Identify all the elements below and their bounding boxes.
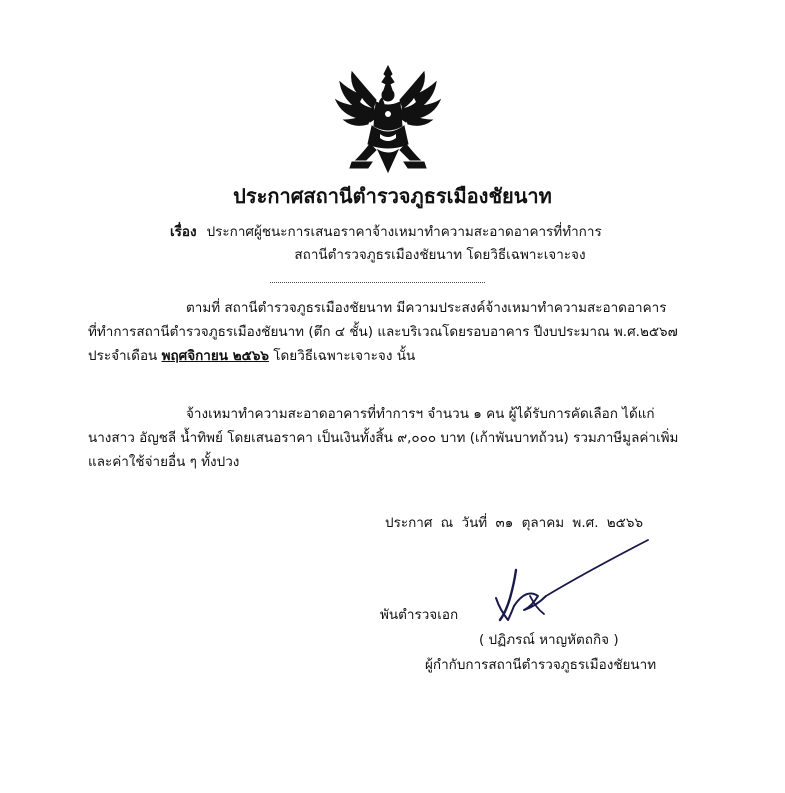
paragraph-1-line-3-suffix: โดยวิธีเฉพาะเจาะจง นั้น xyxy=(273,348,416,364)
paragraph-1-line-2: ที่ทำการสถานีตำรวจภูธรเมืองชัยนาท (ตึก ๔ ชั้น) และบริเวณโดยรอบอาคาร ปีงบประมาณ พ.ศ.๒๕๖๗ xyxy=(88,324,678,340)
subject-line-1: ประกาศผู้ชนะการเสนอราคาจ้างเหมาทำความสะอาดอาคารที่ทำการ xyxy=(206,224,602,240)
dotted-divider xyxy=(270,282,485,283)
paragraph-1-line-1: ตามที่ สถานีตำรวจภูธรเมืองชัยนาท มีความประสงค์จ้างเหมาทำความสะอาดอาคาร xyxy=(186,300,667,316)
paragraph-2 xyxy=(88,402,700,474)
garuda-emblem-icon xyxy=(332,64,444,174)
paragraph-1 xyxy=(88,296,700,368)
signatory-name: ( ปฏิภรณ์ หาญหัตถกิจ ) xyxy=(479,632,619,648)
handwritten-signature xyxy=(486,536,656,636)
highlighted-month: พฤศจิกายน ๒๕๖๖ xyxy=(161,348,269,364)
paragraph-2-line-2: นางสาว อัญชลี น้ำทิพย์ โดยเสนอราคา เป็นเงินทั้งสิ้น ๙,๐๐๐ บาท (เก้าพันบาทถ้วน) รวมภาษีมูลค่าเพิ่ม xyxy=(88,430,679,446)
paragraph-1-line-3-prefix: ประจำเดือน xyxy=(88,348,158,364)
signatory-rank: พันตำรวจเอก xyxy=(380,607,459,623)
subject-block xyxy=(170,221,640,267)
paragraph-2-line-3: และค่าใช้จ่ายอื่น ๆ ทั้งปวง xyxy=(88,454,240,470)
signatory-position: ผู้กำกับการสถานีตำรวจภูธรเมืองชัยนาท xyxy=(425,657,657,673)
page-title: ประกาศสถานีตำรวจภูธรเมืองชัยนาท xyxy=(233,184,552,208)
paragraph-2-line-1: จ้างเหมาทำความสะอาดอาคารที่ทำการฯ จำนวน ๑ คน ผู้ได้รับการคัดเลือก ได้แก่ xyxy=(186,406,655,422)
subject-label: เรื่อง xyxy=(170,224,197,240)
subject-line-2: สถานีตำรวจภูธรเมืองชัยนาท โดยวิธีเฉพาะเจาะจง xyxy=(294,247,586,263)
paragraph-1-line-3 xyxy=(88,344,700,368)
announcement-date: ประกาศ ณ วันที่ ๓๑ ตุลาคม พ.ศ. ๒๕๖๖ xyxy=(385,515,644,531)
